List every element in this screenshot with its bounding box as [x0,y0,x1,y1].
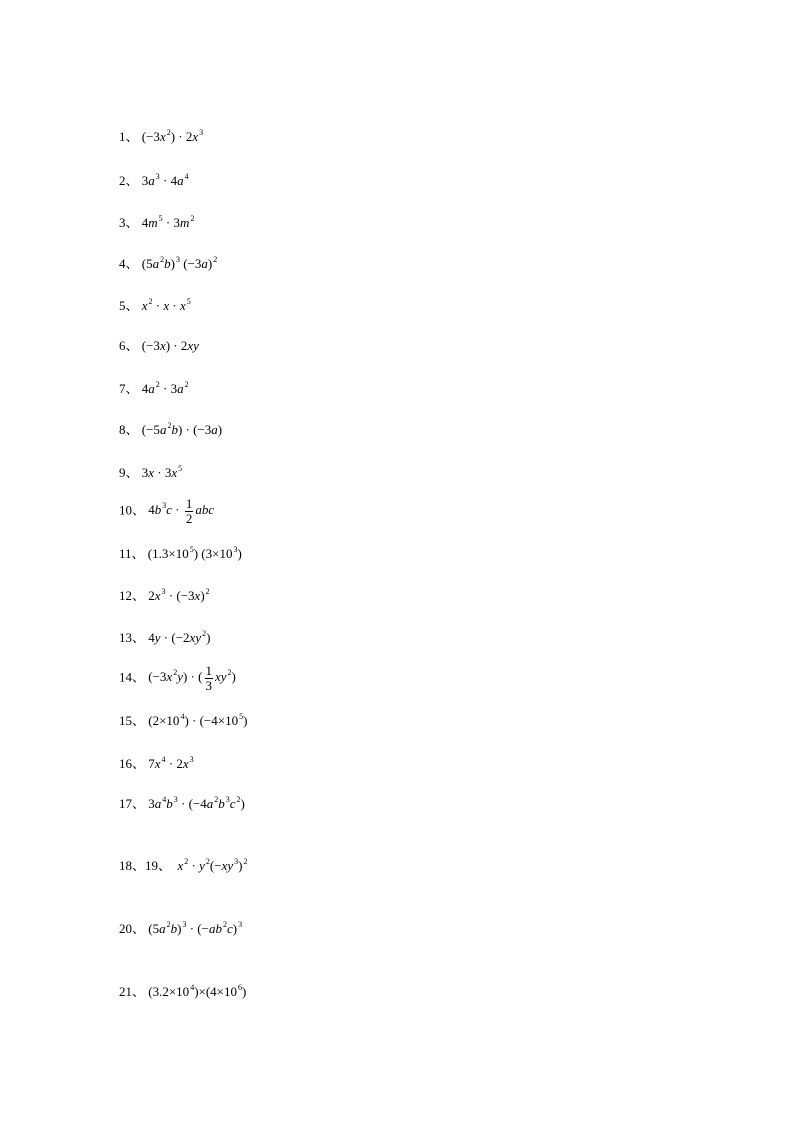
problem-expression: $3a^4b^3 \cdot (-4a^2b^3c^2)$ [148,795,245,811]
problem-number: 12、 [119,588,146,603]
problem-20 [119,921,242,939]
problem-number: 16、 [119,756,146,771]
problem-number: 8、 [119,422,139,437]
problem-number: 11、 [119,546,145,561]
problem-18-19 [119,858,247,876]
problem-number: 6、 [119,338,139,353]
fraction: $\frac{1}{2}$ [185,496,193,526]
problem-15 [119,713,247,731]
problem-number: 7、 [119,381,139,396]
problem-17 [119,796,245,814]
problem-number: 3、 [119,215,139,230]
problem-expression: $(3.2\times 10^4)\times(4\times 10^6)$ [148,983,247,999]
problem-expression: $(-5a^2b) \cdot (-3a)$ [141,421,223,437]
problem-expression: $7x^4 \cdot 2x^3$ [148,755,194,771]
problem-expression: $4a^2 \cdot 3a^2$ [141,380,189,396]
problem-expression: $(5a^2b)^3$ $(-3a)^2$ [141,255,218,271]
problem-expression: $(-3x^2) \cdot 2x^3$ [141,128,204,144]
problem-13 [119,630,210,648]
problem-6 [119,338,199,354]
problem-number: 1、 [119,129,139,144]
problem-number: 5、 [119,298,139,313]
problem-7 [119,381,189,399]
problem-number: 13、 [119,630,146,645]
problem-1 [119,129,203,147]
problem-12 [119,588,210,606]
problem-expression: $3x \cdot 3x^5$ [141,464,183,480]
problem-expression: $2x^3 \cdot (-3x)^2$ [148,587,210,603]
problem-expression: $(2\times 10^4) \cdot (-4\times 10^5)$ [148,712,248,728]
problem-21 [119,984,246,1002]
problem-expression: $4y \cdot (-2xy^2)$ [148,629,211,645]
fraction: $\frac{1}{3}$ [205,663,212,693]
problem-number: 4、 [119,256,139,271]
problem-expression: (−3x) · 2xy [141,338,199,353]
problem-5 [119,298,191,316]
problem-number: 21、 [119,984,146,999]
problem-expression: $x^2 \cdot x \cdot x^5$ [141,297,191,313]
problem-expression: $(5a^2b)^3 \cdot (-ab^2c)^3$ [148,920,243,936]
problem-14 [119,664,236,693]
problem-9 [119,465,182,483]
problem-expression: $3a^3 \cdot 4a^4$ [141,172,189,188]
problem-8 [119,422,222,440]
problem-4 [119,256,217,274]
problem-expression: $(-3x^2y)$ · ( $\frac{1}{3}$ $xy^2$) [148,663,236,693]
problem-16 [119,756,194,774]
problem-expression: $4b^3c$ · $\frac{1}{2}$ abc [148,496,215,526]
problem-number: 15、 [119,713,146,728]
problem-expression: $4m^5 \cdot 3m^2$ [141,214,195,230]
problem-number: 9、 [119,465,139,480]
problem-number: 20、 [119,921,146,936]
problem-3 [119,215,194,233]
problem-expression: $x^2 \cdot y^2(-xy^3)^2$ [177,857,248,873]
problem-2 [119,173,189,191]
problem-number: 2、 [119,173,139,188]
problem-number: 18、19、 [119,858,172,873]
problem-11 [119,546,242,564]
problem-number: 17、 [119,796,146,811]
problem-expression: $(1.3\times 10^5)$ $(3\times 10^3)$ [147,545,242,561]
problem-10 [119,497,214,526]
problem-number: 10、 [119,502,146,518]
problem-number: 14、 [119,669,146,685]
